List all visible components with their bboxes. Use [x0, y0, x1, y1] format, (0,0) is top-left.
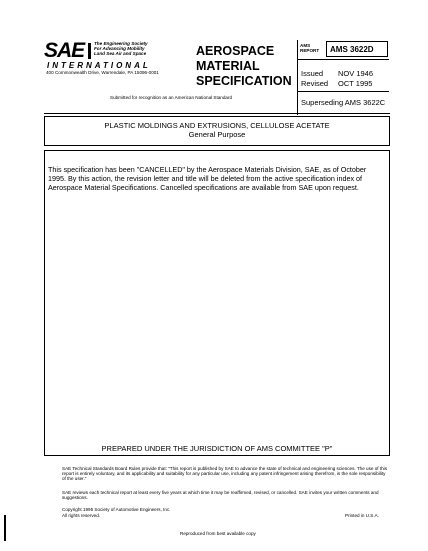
superseding: Superseding AMS 3622C — [301, 98, 386, 107]
doc-number-box — [326, 41, 388, 57]
issued-label: Issued — [301, 69, 324, 78]
subject-title: PLASTIC MOLDINGS AND EXTRUSIONS, CELLULOSE ACETATE — [104, 121, 330, 130]
subject-subtitle: General Purpose — [188, 130, 246, 139]
subject-box — [44, 116, 390, 146]
submitted-note: Submitted for recognition as an American National Standard — [110, 95, 233, 100]
sae-logo-letters: SAE — [44, 39, 85, 62]
logo-tagline: The Engineering Society For Advancing Mobility Land Sea Air and Space — [94, 41, 148, 57]
printed-in: Printed in U.S.A. — [345, 513, 379, 518]
issuer-label: AMS REPORT — [300, 43, 320, 54]
header-divider — [297, 40, 298, 115]
header-rule-2 — [297, 91, 389, 92]
disclaimer-1: SAE Technical Standards Board Rules provide that: "This report is published by SAE to advance the state of technical and engineering sciences. The use of this report is entirely voluntary, and its applicability and suitability for any particular use, including any patent infringement arising therefrom, is the sole responsibility of the user." — [62, 466, 388, 482]
cancellation-paragraph: This specification has been "CANCELLED" by the Aerospace Materials Division, SAE, as of October 1995. By this action, the revision letter and title will be deleted from the active specification index of Aerospace Material Specifications. Cancelled specifications are available from SAE upon request. — [48, 165, 367, 192]
revised-date: OCT 1995 — [338, 79, 373, 88]
scan-edge-mark — [4, 515, 6, 541]
header-rule-1 — [297, 59, 389, 60]
body-box — [44, 150, 390, 456]
sae-address: 400 Commonwealth Drive, Warrendale, PA 15096-0001 — [46, 70, 159, 75]
doc-number: AMS 3622D — [330, 45, 374, 54]
rights-reserved: All rights reserved. — [62, 513, 101, 518]
sae-logo — [44, 40, 184, 74]
spec-title: AEROSPACE MATERIAL SPECIFICATION — [196, 44, 292, 88]
disclaimer-2: SAE reviews each technical report at least every five years at which time it may be reaffirmed, revised, or cancelled. SAE invites your written comments and suggestions. — [62, 490, 379, 501]
copyright: Copyright 1995 Society of Automotive Engineers, Inc. — [62, 507, 171, 512]
reproduced-note: Reproduced from best available copy — [180, 531, 256, 536]
revised-label: Revised — [301, 79, 329, 88]
logo-international: INTERNATIONAL — [47, 61, 151, 70]
header-bottom-rule — [44, 113, 390, 114]
logo-bars-icon — [88, 43, 91, 59]
issued-date: NOV 1946 — [338, 69, 374, 78]
jurisdiction-line: PREPARED UNDER THE JURISDICTION OF AMS COMMITTEE "P" — [101, 444, 333, 453]
